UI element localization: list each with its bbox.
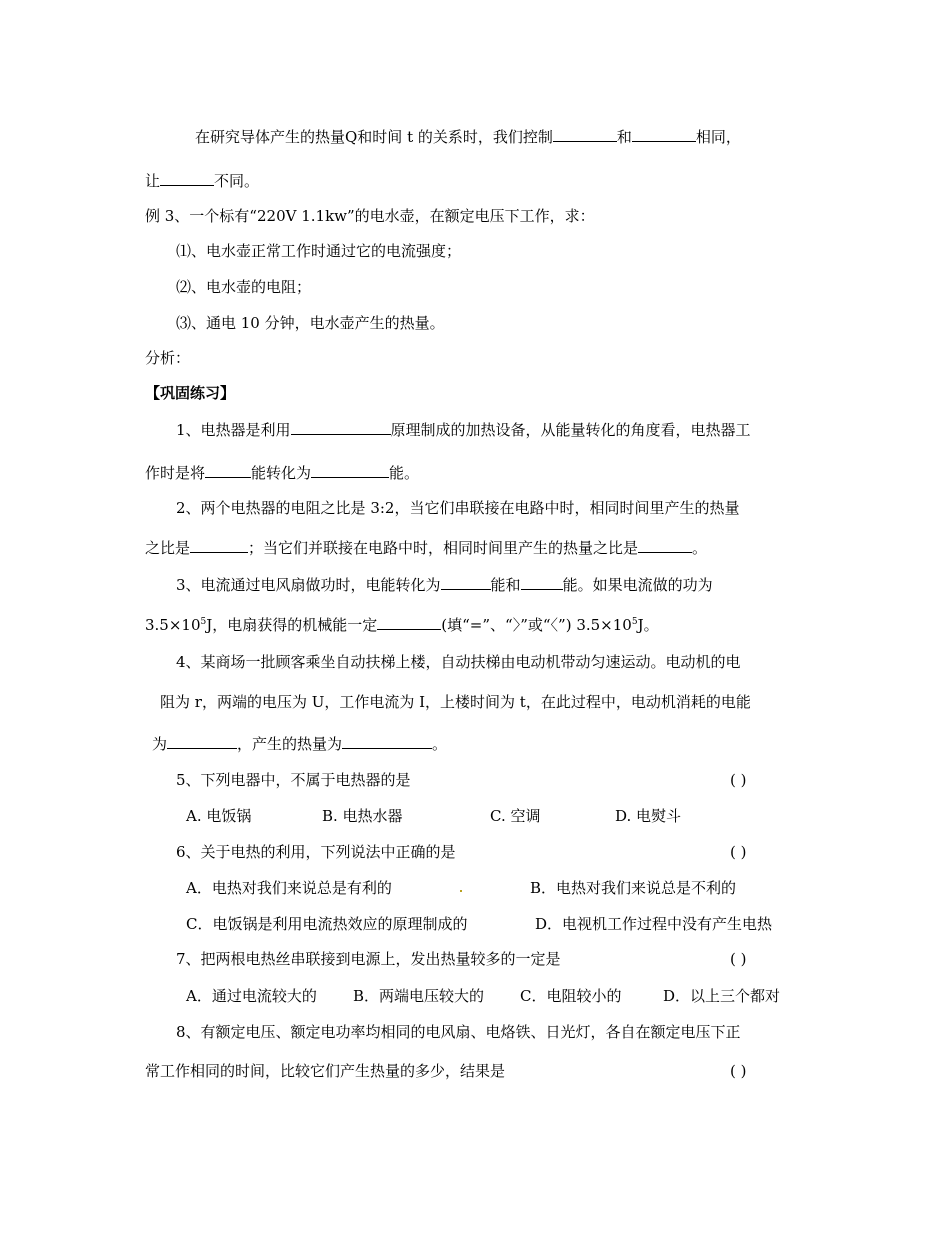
intro-text-5: 不同。 bbox=[214, 172, 260, 190]
practice-2-line-2 bbox=[145, 538, 707, 558]
question-5-option-d[interactable]: D. 电熨斗 bbox=[615, 807, 682, 825]
practice-4-line-3 bbox=[152, 734, 447, 754]
intro-text-4: 让 bbox=[145, 172, 161, 190]
example-3-title: 例 3、一个标有“220V 1.1kw”的电水壶，在额定电压下工作，求： bbox=[145, 207, 595, 225]
practice-2-text-d: 。 bbox=[692, 539, 708, 557]
question-6-option-d[interactable]: D．电视机工作过程中没有产生电热 bbox=[535, 915, 773, 933]
fill-blank[interactable] bbox=[190, 538, 248, 553]
fill-blank[interactable] bbox=[521, 575, 563, 590]
question-6-option-c[interactable]: C．电饭锅是利用电流热效应的原理制成的 bbox=[186, 915, 468, 933]
fill-blank[interactable] bbox=[311, 463, 389, 478]
practice-1-text-e: 能。 bbox=[389, 464, 420, 482]
practice-4-line-1: 4、某商场一批顾客乘坐自动扶梯上楼，自动扶梯由电动机带动匀速运动。电动机的电 bbox=[176, 653, 741, 671]
question-6-option-b[interactable]: B．电热对我们来说总是不利的 bbox=[530, 879, 737, 897]
intro-text-2: 和 bbox=[616, 128, 632, 146]
practice-3-text-e: J，电扇获得的机械能一定 bbox=[206, 616, 378, 634]
practice-2-text-c: ；当它们并联接在电路中时，相同时间里产生的热量之比是 bbox=[248, 539, 639, 557]
fill-blank[interactable] bbox=[205, 463, 251, 478]
answer-bracket[interactable]: ( ) bbox=[730, 950, 747, 968]
practice-3-line-1 bbox=[176, 575, 713, 595]
question-5-option-c[interactable]: C. 空调 bbox=[490, 807, 541, 825]
fill-blank[interactable] bbox=[167, 734, 237, 749]
practice-3-text-d: 3.5×10 bbox=[145, 616, 201, 634]
question-5-stem: 5、下列电器中，不属于电热器的是 bbox=[176, 771, 411, 789]
question-7-option-b[interactable]: B．两端电压较大的 bbox=[353, 987, 485, 1005]
question-7-option-d[interactable]: D．以上三个都对 bbox=[663, 987, 781, 1005]
practice-4-text-e: 。 bbox=[432, 735, 448, 753]
question-8-line-1: 8、有额定电压、额定电功率均相同的电风扇、电烙铁、日光灯，各自在额定电压下正 bbox=[176, 1023, 741, 1041]
example-3-question-2: ⑵、电水壶的电阻； bbox=[176, 278, 312, 296]
analysis-label: 分析： bbox=[145, 349, 191, 367]
fill-blank[interactable] bbox=[160, 171, 214, 186]
stray-mark bbox=[460, 890, 462, 892]
practice-1-text-d: 能转化为 bbox=[251, 464, 312, 482]
practice-3-text-f: (填“=”、“〉”或“〈”) 3.5×10 bbox=[441, 616, 632, 634]
practice-4-text-d: ，产生的热量为 bbox=[237, 735, 343, 753]
practice-1-line-1 bbox=[176, 420, 751, 440]
practice-1-text-c: 作时是将 bbox=[145, 464, 206, 482]
fill-blank[interactable] bbox=[342, 734, 432, 749]
question-7-option-a[interactable]: A．通过电流较大的 bbox=[186, 987, 317, 1005]
practice-3-text-g: J。 bbox=[637, 616, 659, 634]
question-7-option-c[interactable]: C．电阻较小的 bbox=[520, 987, 622, 1005]
practice-3-text-c: 能。如果电流做的功为 bbox=[562, 576, 713, 594]
question-6-option-a[interactable]: A．电热对我们来说总是有利的 bbox=[186, 879, 392, 897]
practice-4-line-2: 阻为 r，两端的电压为 U，工作电流为 I，上楼时间为 t，在此过程中，电动机消耗的电能 bbox=[160, 693, 751, 711]
fill-blank[interactable] bbox=[377, 615, 441, 630]
question-5-option-b[interactable]: B. 电热水器 bbox=[322, 807, 403, 825]
practice-1-text-b: 原理制成的加热设备，从能量转化的角度看，电热器工 bbox=[390, 421, 751, 439]
question-6-stem: 6、关于电热的利用，下列说法中正确的是 bbox=[176, 843, 456, 861]
superscript: 5 bbox=[200, 617, 207, 627]
fill-blank[interactable] bbox=[632, 127, 696, 142]
question-5-option-a[interactable]: A. 电饭锅 bbox=[186, 807, 252, 825]
intro-text-3: 相同， bbox=[695, 128, 741, 146]
intro-line-2 bbox=[145, 171, 259, 191]
fill-blank[interactable] bbox=[638, 538, 692, 553]
fill-blank[interactable] bbox=[441, 575, 491, 590]
practice-3-line-2 bbox=[145, 615, 659, 635]
practice-1-line-2 bbox=[145, 463, 419, 483]
section-heading: 【巩固练习】 bbox=[145, 384, 236, 402]
answer-bracket[interactable]: ( ) bbox=[730, 1062, 747, 1080]
practice-2-line-1: 2、两个电热器的电阻之比是 3:2，当它们串联接在电路中时，相同时间里产生的热量 bbox=[176, 499, 740, 517]
practice-3-text-a: 3、电流通过电风扇做功时，电能转化为 bbox=[176, 576, 441, 594]
question-8-line-2: 常工作相同的时间，比较它们产生热量的多少，结果是 bbox=[145, 1062, 506, 1080]
answer-bracket[interactable]: ( ) bbox=[730, 771, 747, 789]
fill-blank[interactable] bbox=[553, 127, 617, 142]
practice-4-text-c: 为 bbox=[152, 735, 168, 753]
intro-line-1 bbox=[195, 127, 741, 147]
question-7-stem: 7、把两根电热丝串联接到电源上，发出热量较多的一定是 bbox=[176, 950, 561, 968]
example-3-question-3: ⑶、通电 10 分钟，电水壶产生的热量。 bbox=[176, 314, 445, 332]
practice-2-text-b: 之比是 bbox=[145, 539, 191, 557]
fill-blank[interactable] bbox=[291, 420, 391, 435]
superscript: 5 bbox=[631, 617, 638, 627]
practice-1-text-a: 1、电热器是利用 bbox=[176, 421, 291, 439]
practice-3-text-b: 能和 bbox=[490, 576, 521, 594]
example-3-question-1: ⑴、电水壶正常工作时通过它的电流强度； bbox=[176, 242, 462, 260]
intro-text-1: 在研究导体产生的热量Q和时间 t 的关系时，我们控制 bbox=[195, 128, 553, 146]
answer-bracket[interactable]: ( ) bbox=[730, 843, 747, 861]
